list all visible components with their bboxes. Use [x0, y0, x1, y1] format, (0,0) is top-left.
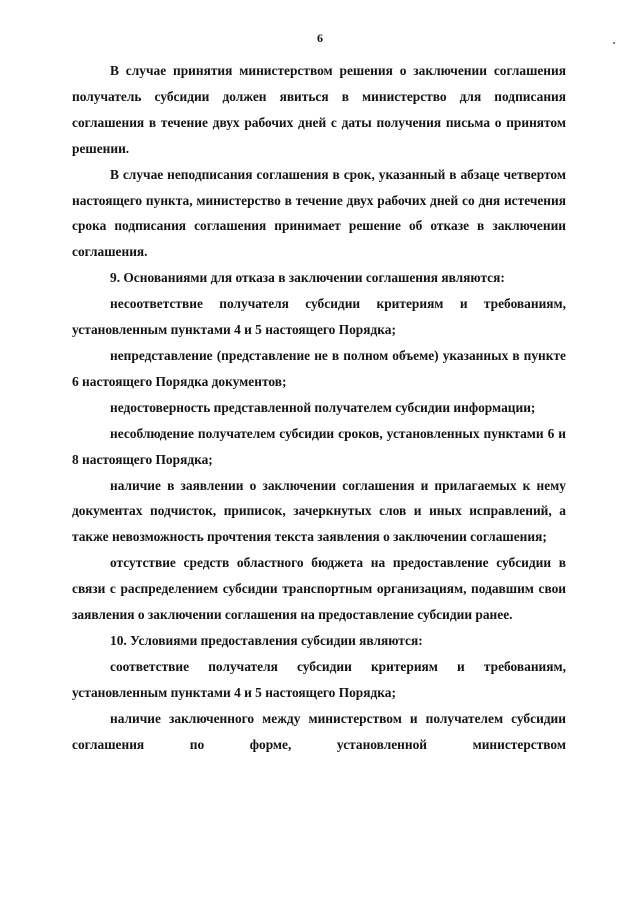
paragraph: В случае принятия министерством решения о заключении соглашения получатель субсидии должен явиться в министерство для подписания соглашения в течение двух рабочих дней с даты получения письма о принятом решении.	[72, 63, 566, 156]
paragraph: 9. Основаниями для отказа в заключении соглашения являются:	[110, 270, 505, 286]
scan-speck	[613, 42, 615, 44]
document-body	[72, 58, 566, 757]
paragraph: В случае неподписания соглашения в срок, указанный в абзаце четвертом настоящего пункта, министерство в течение двух рабочих дней со дня истечения срока подписания соглашения принимает решение об отказе в заключении соглашения.	[72, 166, 566, 260]
paragraph: отсутствие средств областного бюджета на предоставление субсидии в связи с распределением субсидии транспортным организациям, подавшим свои заявления о заключении соглашения на предоставление субсидии ранее.	[72, 555, 566, 623]
paragraph: 10. Условиями предоставления субсидии являются:	[110, 632, 423, 648]
paragraph: недостоверность представленной получателем субсидии информации;	[110, 399, 536, 415]
paragraph: наличие заключенного между министерством и получателем субсидии соглашения по форме, установленной министерством	[72, 710, 566, 752]
paragraph: наличие в заявлении о заключении соглашения и прилагаемых к нему документах подчисток, приписок, зачеркнутых слов и иных исправлений, а также невозможность прочтения текста заявления о заключении соглашения;	[72, 477, 566, 545]
paragraph: непредставление (представление не в полном объеме) указанных в пункте 6 настоящего Порядка документов;	[72, 347, 566, 389]
paragraph: несоблюдение получателем субсидии сроков, установленных пунктами 6 и 8 настоящего Порядка;	[72, 425, 566, 467]
page-number: 6	[317, 31, 323, 45]
paragraph: соответствие получателя субсидии критериям и требованиям, установленным пунктами 4 и 5 настоящего Порядка;	[72, 658, 566, 700]
paragraph: несоответствие получателя субсидии критериям и требованиям, установленным пунктами 4 и 5 настоящего Порядка;	[72, 296, 566, 338]
